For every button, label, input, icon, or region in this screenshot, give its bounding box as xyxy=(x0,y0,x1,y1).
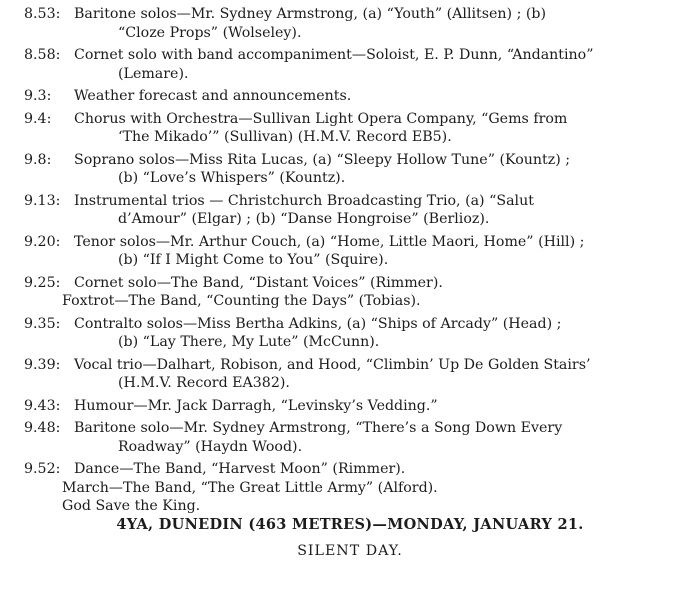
entry-time: 9.52: xyxy=(24,461,61,477)
programme-entry xyxy=(24,110,688,147)
silent-day-note: SILENT DAY. xyxy=(297,543,403,559)
entry-line: Chorus with Orchestra—Sullivan Light Opera Company, “Gems from xyxy=(74,110,568,127)
entry-line: Tenor solos—Mr. Arthur Couch, (a) “Home, Little Maori, Home” (Hill) ; xyxy=(74,233,585,250)
entry-text xyxy=(74,233,688,270)
entry-text xyxy=(62,274,688,311)
entry-text xyxy=(74,46,688,83)
entry-line: Contralto solos—Miss Bertha Adkins, (a) “Ships of Arcady” (Head) ; xyxy=(74,315,562,332)
entry-text xyxy=(74,356,688,393)
entry-text xyxy=(74,5,688,42)
entry-line: Roadway” (Haydn Wood). xyxy=(118,438,303,455)
entry-line: March—The Band, “The Great Little Army” (Alford). xyxy=(62,479,438,496)
entry-time: 9.25: xyxy=(24,274,61,291)
programme-entry xyxy=(24,192,688,229)
entry-time: 9.20: xyxy=(24,233,61,250)
programme-entry xyxy=(24,274,688,311)
entry-line: (H.M.V. Record EA382). xyxy=(118,375,290,391)
entry-line: (b) “Love’s Whispers” (Kountz). xyxy=(118,170,346,186)
programme-entry xyxy=(24,233,688,270)
entry-time: 8.53: xyxy=(24,6,61,22)
programme-entry xyxy=(24,5,688,42)
entry-line: “Cloze Props” (Wolseley). xyxy=(118,24,302,41)
entry-line: Cornet solo—The Band, “Distant Voices” (Rimmer). xyxy=(74,274,443,291)
entry-line: Vocal trio—Dalhart, Robison, and Hood, “Climbin’ Up De Golden Stairs’ xyxy=(74,356,591,373)
entry-text xyxy=(62,460,688,516)
entry-time: 9.39: xyxy=(24,356,61,373)
entry-line: God Save the King. xyxy=(62,498,201,514)
programme-entry xyxy=(24,460,688,516)
programme-entry xyxy=(24,397,688,416)
station-heading: 4YA, DUNEDIN (463 METRES)—MONDAY, JANUARY 21. xyxy=(116,516,584,533)
entry-line: ‘The Mikado’” (Sullivan) (H.M.V. Record EB5). xyxy=(118,129,452,145)
entry-line: Foxtrot—The Band, “Counting the Days” (Tobias). xyxy=(62,293,421,309)
programme-entry xyxy=(24,151,688,188)
entry-line: Instrumental trios — Christchurch Broadcasting Trio, (a) “Salut xyxy=(74,192,534,209)
programme-entry xyxy=(24,419,688,456)
entry-text xyxy=(74,110,688,147)
entry-text xyxy=(74,192,688,229)
programme-entry xyxy=(24,46,688,83)
entry-text xyxy=(74,315,688,352)
programme-entry xyxy=(24,356,688,393)
entry-time: 9.8: xyxy=(24,151,52,168)
entry-line: (b) “Lay There, My Lute” (McCunn). xyxy=(118,334,380,350)
entry-line: (b) “If I Might Come to You” (Squire). xyxy=(118,252,389,268)
entry-text xyxy=(74,419,688,456)
entry-time: 9.35: xyxy=(24,315,61,332)
entry-time: 9.43: xyxy=(24,397,61,414)
programme-entry xyxy=(24,315,688,352)
entry-time: 9.13: xyxy=(24,192,61,209)
entry-line: Baritone solo—Mr. Sydney Armstrong, “There’s a Song Down Every xyxy=(74,420,563,436)
entry-line: Soprano solos—Miss Rita Lucas, (a) “Sleepy Hollow Tune” (Kountz) ; xyxy=(74,151,571,168)
entry-line: (Lemare). xyxy=(118,65,189,82)
entry-time: 9.48: xyxy=(24,420,61,436)
entry-line: Cornet solo with band accompaniment—Soloist, E. P. Dunn, “Andantino” xyxy=(74,47,594,63)
entry-text xyxy=(74,397,688,416)
entry-line: d’Amour” (Elgar) ; (b) “Danse Hongroise” (Berlioz). xyxy=(118,211,490,227)
entry-line: Dance—The Band, “Harvest Moon” (Rimmer). xyxy=(74,461,406,477)
programme-list xyxy=(24,5,688,520)
entry-line: Weather forecast and announcements. xyxy=(74,88,352,104)
programme-entry xyxy=(24,87,688,106)
entry-time: 9.4: xyxy=(24,110,52,127)
entry-line: Baritone solos—Mr. Sydney Armstrong, (a) “Youth” (Allitsen) ; (b) xyxy=(74,6,547,22)
entry-text xyxy=(74,151,688,188)
entry-time: 9.3: xyxy=(24,88,52,104)
entry-time: 8.58: xyxy=(24,47,61,63)
entry-line: Humour—Mr. Jack Darragh, “Levinsky’s Vedding.” xyxy=(74,397,438,414)
entry-text xyxy=(74,87,688,106)
